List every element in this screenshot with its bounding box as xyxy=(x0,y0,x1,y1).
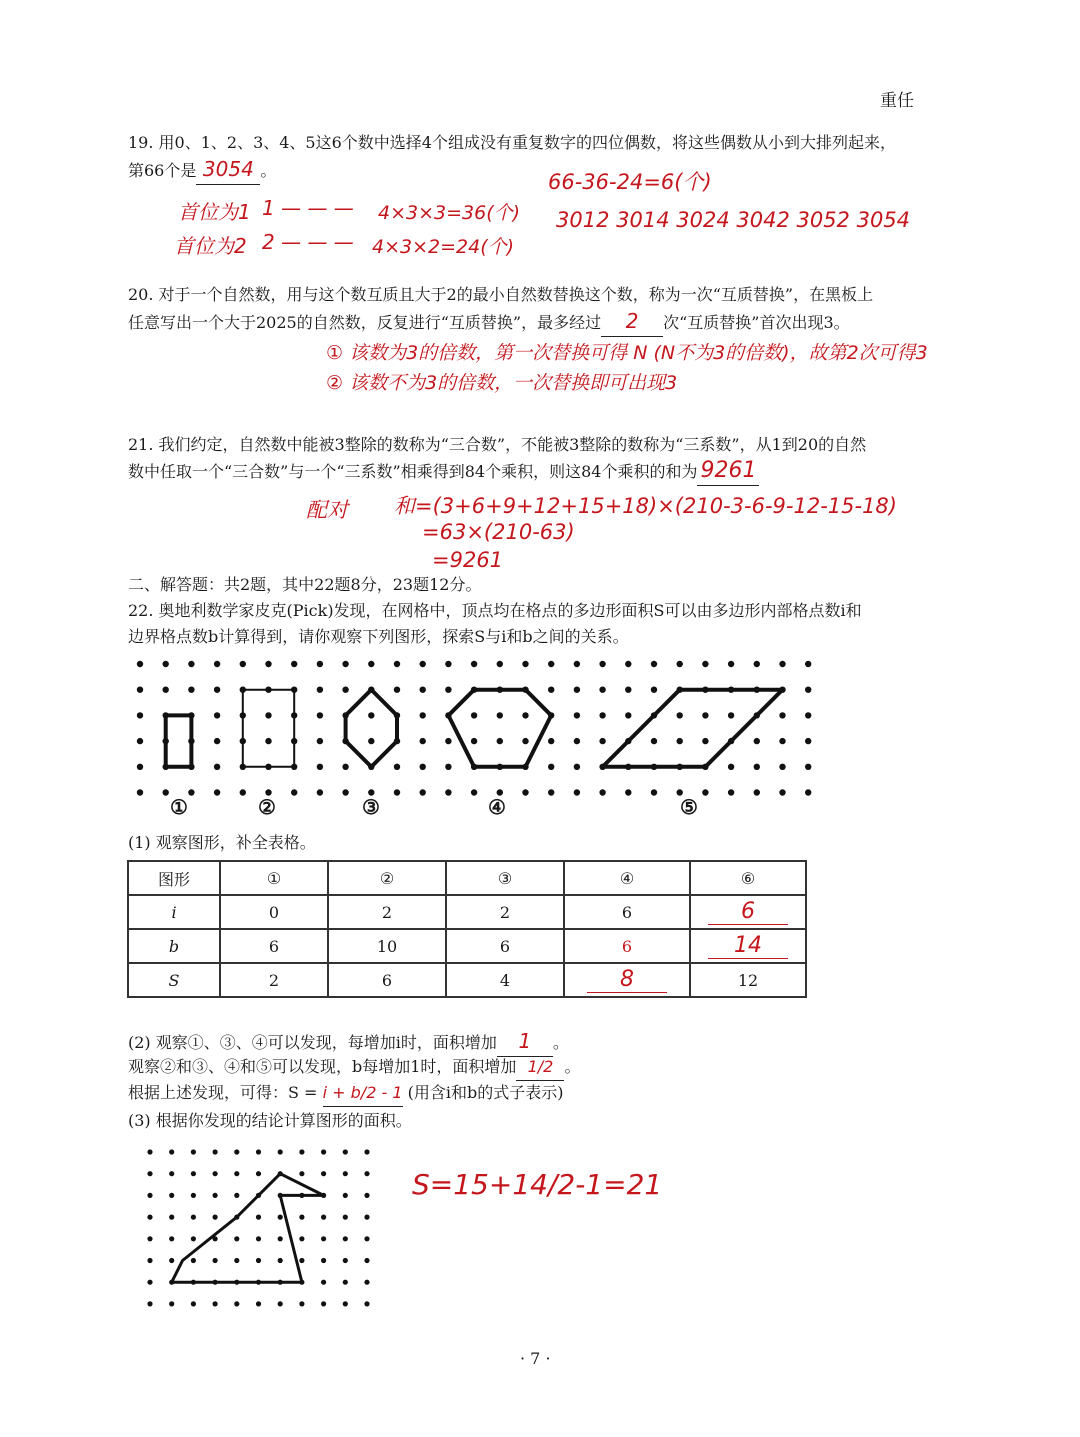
figure-2-rectangle xyxy=(243,690,294,767)
grid-dot xyxy=(291,789,297,795)
grid-dot xyxy=(213,1149,218,1154)
grid-dot xyxy=(343,1258,348,1263)
grid-dot xyxy=(368,661,374,667)
q19-work-row1-label: 首位为1 xyxy=(178,200,251,224)
part2-l2-pre: 观察②和③、④和⑤可以发现，b每增加1时，面积增加 xyxy=(128,1057,517,1076)
grid-dot xyxy=(364,1215,369,1220)
grid-dot xyxy=(191,1193,196,1198)
grid-dot xyxy=(214,789,220,795)
grid-dot xyxy=(214,661,220,667)
grid-dot xyxy=(522,789,528,795)
grid-dot xyxy=(702,738,708,744)
grid-dot xyxy=(364,1236,369,1241)
grid-dot xyxy=(574,764,580,770)
grid-dot xyxy=(364,1193,369,1198)
grid-dot xyxy=(214,738,220,744)
grid-dot xyxy=(317,661,323,667)
grid-dot xyxy=(651,687,657,693)
grid-dot xyxy=(265,738,271,744)
table-answer: 6 xyxy=(708,899,788,925)
table-answer-cell xyxy=(690,895,806,929)
q21-line1: 21. 我们约定，自然数中能被3整除的数称为“三合数”，不能被3整除的数称为“三系数”，从1到20的自然 xyxy=(128,435,867,454)
grid-dot xyxy=(364,1171,369,1176)
table-header-cell: ④ xyxy=(564,861,690,895)
grid-dot xyxy=(147,1280,152,1285)
figure-label-1: ① xyxy=(170,795,188,819)
grid-dot xyxy=(574,712,580,718)
grid-dot xyxy=(728,712,734,718)
grid-dot xyxy=(445,789,451,795)
grid-dot xyxy=(342,764,348,770)
grid-dot xyxy=(213,1258,218,1263)
grid-dot xyxy=(321,1149,326,1154)
grid-dot xyxy=(471,712,477,718)
q22-line2: 边界格点数b计算得到，请你观察下列图形，探索S与i和b之间的关系。 xyxy=(128,627,629,646)
grid-dot xyxy=(265,661,271,667)
table-cell: 2 xyxy=(220,963,328,997)
grid-dot xyxy=(548,687,554,693)
grid-dot xyxy=(213,1193,218,1198)
grid-dot xyxy=(278,1258,283,1263)
table-row xyxy=(128,929,806,963)
q22-part2-line3 xyxy=(128,1080,564,1107)
grid-dot xyxy=(651,789,657,795)
q19-work-calc: 66-36-24=6(个) xyxy=(548,170,712,194)
grid-dot xyxy=(420,661,426,667)
grid-dot xyxy=(256,1215,261,1220)
figure-shapes xyxy=(166,690,783,767)
grid-dot xyxy=(299,1149,304,1154)
part2-l3-answer: i + b/2 - 1 xyxy=(322,1083,403,1102)
grid-dot xyxy=(169,1258,174,1263)
grid-dot xyxy=(321,1171,326,1176)
grid-dot xyxy=(137,687,143,693)
grid-dot xyxy=(278,1149,283,1154)
q19-line2-post: 。 xyxy=(260,161,277,180)
table-cell: 2 xyxy=(446,895,564,929)
grid-dot xyxy=(137,738,143,744)
grid-dot xyxy=(574,687,580,693)
grid-dot xyxy=(169,1149,174,1154)
part3-answer: S=15+14/2-1=21 xyxy=(412,1168,663,1201)
grid-dot xyxy=(147,1171,152,1176)
figure-label-3: ③ xyxy=(362,795,380,819)
figure-3-hexagon xyxy=(346,690,397,767)
grid-dot xyxy=(805,764,811,770)
grid-dot xyxy=(364,1301,369,1306)
q19-work-row2-label: 首位为2 xyxy=(174,234,247,258)
table-row-label: b xyxy=(128,929,220,963)
grid-dot xyxy=(234,1193,239,1198)
table-row xyxy=(128,963,806,997)
grid-dot xyxy=(291,661,297,667)
grid-dot xyxy=(213,1215,218,1220)
table-cell: 2 xyxy=(328,895,446,929)
grid-dot xyxy=(394,661,400,667)
grid-dot xyxy=(256,1258,261,1263)
grid-dot xyxy=(191,1171,196,1176)
grid-dot xyxy=(163,687,169,693)
grid-dot xyxy=(754,738,760,744)
q20-line2-pre: 任意写出一个大于2025的自然数，反复进行“互质替换”，最多经过 xyxy=(128,313,602,332)
grid-dot xyxy=(445,661,451,667)
grid-dot xyxy=(651,661,657,667)
table-cell: 4 xyxy=(446,963,564,997)
grid-dot xyxy=(599,712,605,718)
grid-dot xyxy=(317,687,323,693)
grid-dot xyxy=(343,1171,348,1176)
grid-dot xyxy=(256,1301,261,1306)
figure-label-4: ④ xyxy=(488,795,506,819)
grid-dot xyxy=(420,789,426,795)
grid-dot xyxy=(445,738,451,744)
q19-work-row2-calc: 4×3×2=24(个) xyxy=(372,236,515,258)
figure-5-parallelogram xyxy=(603,690,783,767)
part2-l1-post: 。 xyxy=(552,1033,569,1052)
table-row xyxy=(128,895,806,929)
grid-dot xyxy=(188,789,194,795)
grid-dot xyxy=(702,789,708,795)
table-answer-cell xyxy=(564,963,690,997)
q20-work-line1: ① 该数为3的倍数，第一次替换可得 N (N不为3的倍数)，故第2次可得3 xyxy=(326,342,928,364)
grid-dot xyxy=(651,738,657,744)
grid-dot xyxy=(163,661,169,667)
grid-dot xyxy=(779,738,785,744)
grid-dot xyxy=(677,738,683,744)
grid-dot xyxy=(299,1171,304,1176)
part2-l2-blank xyxy=(516,1054,564,1081)
grid-dot xyxy=(169,1236,174,1241)
section2-title: 二、解答题：共2题，其中22题8分，23题12分。 xyxy=(128,575,482,594)
grid-dot xyxy=(188,661,194,667)
q20-line1: 20. 对于一个自然数，用与这个数互质且大于2的最小自然数替换这个数，称为一次“互质替换”，在黑板上 xyxy=(128,285,874,304)
grid-dot xyxy=(147,1193,152,1198)
grid-dot xyxy=(522,661,528,667)
grid-dot xyxy=(728,764,734,770)
q20-line2-post: 次“互质替换”首次出现3。 xyxy=(663,313,850,332)
grid-dot xyxy=(574,789,580,795)
table-header-cell: ③ xyxy=(446,861,564,895)
table-cell: 6 xyxy=(446,929,564,963)
grid-dot xyxy=(299,1301,304,1306)
grid-dot xyxy=(214,687,220,693)
part2-l1-pre: (2) 观察①、③、④可以发现，每增加i时，面积增加 xyxy=(128,1033,497,1052)
q22-part3: (3) 根据你发现的结论计算图形的面积。 xyxy=(128,1111,412,1130)
grid-dot xyxy=(343,1215,348,1220)
grid-dot xyxy=(299,1236,304,1241)
figure-label-2: ② xyxy=(258,795,276,819)
figure-4-hexagon xyxy=(448,690,551,767)
part2-l2-answer: 1/2 xyxy=(527,1057,554,1076)
grid-dot xyxy=(522,712,528,718)
grid-dot xyxy=(265,712,271,718)
table-cell: 10 xyxy=(328,929,446,963)
grid-dot xyxy=(522,738,528,744)
grid-dot xyxy=(147,1149,152,1154)
grid-dot xyxy=(779,764,785,770)
grid-dot xyxy=(191,1149,196,1154)
grid-dot xyxy=(343,1236,348,1241)
grid-dot xyxy=(278,1236,283,1241)
part2-l1-answer: 1 xyxy=(518,1029,532,1053)
grid-dot xyxy=(234,1149,239,1154)
grid-dot xyxy=(234,1258,239,1263)
grid-dot xyxy=(343,1301,348,1306)
grid-dot xyxy=(147,1236,152,1241)
grid-dot xyxy=(548,789,554,795)
grid-dot xyxy=(137,661,143,667)
grid-dot xyxy=(343,1149,348,1154)
grid-dot xyxy=(317,738,323,744)
grid-dot xyxy=(321,1280,326,1285)
grid-dot xyxy=(702,712,708,718)
grid-dot xyxy=(256,1171,261,1176)
grid-dot xyxy=(599,687,605,693)
table-header-cell: ① xyxy=(220,861,328,895)
part2-l3-blank xyxy=(323,1080,403,1107)
grid-dot xyxy=(420,764,426,770)
part3-polygon xyxy=(172,1174,324,1283)
grid-dot xyxy=(625,789,631,795)
table-cell: 6 xyxy=(564,929,690,963)
grid-dot xyxy=(240,661,246,667)
q19-work-row1-calc: 4×3×3=36(个) xyxy=(378,202,521,224)
grid-dot xyxy=(394,789,400,795)
grid-dot xyxy=(497,712,503,718)
q19-line1: 19. 用0、1、2、3、4、5这6个数中选择4个组成没有重复数字的四位偶数，将这些偶数从小到大排列起来， xyxy=(128,133,896,152)
grid-dot xyxy=(213,1171,218,1176)
grid-dot xyxy=(317,789,323,795)
table-cell: 0 xyxy=(220,895,328,929)
q20-work-line2: ② 该数不为3的倍数，一次替换即可出现3 xyxy=(326,372,678,394)
grid-dot xyxy=(779,661,785,667)
part2-l2-post: 。 xyxy=(564,1057,581,1076)
page-number: · 7 · xyxy=(520,1349,551,1368)
q21-work-line2: =63×(210-63) xyxy=(422,520,575,544)
grid-dot xyxy=(299,1258,304,1263)
grid-dot xyxy=(754,661,760,667)
grid-dot xyxy=(214,712,220,718)
grid-dot xyxy=(137,789,143,795)
q21-answer: 9261 xyxy=(700,458,757,483)
grid-dot xyxy=(574,661,580,667)
grid-dot xyxy=(625,687,631,693)
grid-dot xyxy=(599,789,605,795)
grid-dot xyxy=(278,1301,283,1306)
grid-dot xyxy=(548,764,554,770)
grid-dot xyxy=(625,661,631,667)
grid-dot xyxy=(234,1171,239,1176)
q22-part2-line1 xyxy=(128,1028,569,1057)
table-header-row xyxy=(128,861,806,895)
grid-dot xyxy=(420,738,426,744)
grid-dot xyxy=(728,789,734,795)
grid-dot xyxy=(599,738,605,744)
grid-dot xyxy=(805,712,811,718)
grid-dot xyxy=(169,1301,174,1306)
grid-dot xyxy=(317,764,323,770)
table-cell: 6 xyxy=(564,895,690,929)
q21-work-label: 配对 xyxy=(306,498,348,522)
grid-dot xyxy=(548,661,554,667)
grid-dot xyxy=(278,1215,283,1220)
grid-dot xyxy=(445,764,451,770)
grid-dot xyxy=(213,1301,218,1306)
grid-dot xyxy=(420,687,426,693)
q21-work-line3: =9261 xyxy=(432,548,504,572)
grid-dot xyxy=(317,712,323,718)
grid-dot xyxy=(169,1215,174,1220)
grid-dot xyxy=(234,1301,239,1306)
grid-dot xyxy=(321,1258,326,1263)
grid-dot xyxy=(342,661,348,667)
grid-dot xyxy=(548,738,554,744)
grid-dot xyxy=(234,1236,239,1241)
grid-dot xyxy=(599,661,605,667)
table-row-label: S xyxy=(128,963,220,997)
grid-dot xyxy=(471,661,477,667)
grid-dot xyxy=(147,1301,152,1306)
grid-dot xyxy=(728,661,734,667)
table-cell: 6 xyxy=(328,963,446,997)
table-header-cell: ② xyxy=(328,861,446,895)
grid-dot xyxy=(702,661,708,667)
grid-dot xyxy=(191,1215,196,1220)
grid-dot xyxy=(497,738,503,744)
grid-dot xyxy=(343,1193,348,1198)
grid-dot xyxy=(342,687,348,693)
grid-dot xyxy=(188,687,194,693)
pick-table xyxy=(127,860,807,998)
grid-dot xyxy=(169,1193,174,1198)
grid-dot xyxy=(364,1149,369,1154)
grid-dot xyxy=(677,712,683,718)
grid-dot xyxy=(169,1171,174,1176)
table-header-cell: 图形 xyxy=(128,861,220,895)
grid-dot xyxy=(754,789,760,795)
grid-dot xyxy=(321,1236,326,1241)
grid-dot xyxy=(343,1280,348,1285)
grid-dot xyxy=(240,789,246,795)
table-cell: 12 xyxy=(690,963,806,997)
grid-dot xyxy=(321,1215,326,1220)
grid-dot xyxy=(394,764,400,770)
grid-dot xyxy=(214,764,220,770)
q22-part2-line2 xyxy=(128,1054,580,1081)
q19-work-row1-digits: 1 — — — xyxy=(262,196,354,220)
header-name: 重任 xyxy=(880,91,914,111)
q21-work-line1: 和=(3+6+9+12+15+18)×(210-3-6-9-12-15-18) xyxy=(394,494,897,518)
figure-1-rectangle xyxy=(166,715,192,766)
grid-dot xyxy=(420,712,426,718)
part2-l3-pre: 根据上述发现，可得：S = xyxy=(128,1083,318,1102)
grid-dot xyxy=(754,764,760,770)
grid-dot xyxy=(321,1301,326,1306)
grid-dot xyxy=(574,738,580,744)
grid-dot xyxy=(147,1215,152,1220)
table-answer: 8 xyxy=(587,967,667,993)
q19-answer: 3054 xyxy=(202,157,254,181)
grid-dot xyxy=(471,738,477,744)
grid-dot xyxy=(191,1258,196,1263)
grid-dot xyxy=(163,789,169,795)
grid-dot xyxy=(394,687,400,693)
q21-line2-pre: 数中任取一个“三合数”与一个“三系数”相乘得到84个乘积，则这84个乘积的和为 xyxy=(128,462,698,481)
grid-dot xyxy=(779,789,785,795)
grid-dot xyxy=(364,1258,369,1263)
table-header-cell: ⑥ xyxy=(690,861,806,895)
q22-line1: 22. 奥地利数学家皮克(Pick)发现，在网格中，顶点均在格点的多边形面积S可以由多边形内部格点数i和 xyxy=(128,601,862,620)
part3-shape xyxy=(172,1174,324,1283)
grid-dot xyxy=(137,764,143,770)
figure-dot-grid xyxy=(137,661,812,796)
q20-answer: 2 xyxy=(625,309,639,333)
grid-dot xyxy=(805,738,811,744)
grid-dot xyxy=(805,687,811,693)
grid-dot xyxy=(137,712,143,718)
grid-dot xyxy=(368,738,374,744)
grid-dot xyxy=(256,1149,261,1154)
grid-dot xyxy=(497,661,503,667)
part2-l3-post: (用含i和b的式子表示) xyxy=(407,1083,564,1102)
grid-dot xyxy=(191,1301,196,1306)
grid-dot xyxy=(445,687,451,693)
grid-dot xyxy=(471,789,477,795)
q19-work-row2-digits: 2 — — — xyxy=(262,230,354,254)
grid-dot xyxy=(364,1280,369,1285)
grid-dot xyxy=(368,712,374,718)
q22-part1: (1) 观察图形，补全表格。 xyxy=(128,833,316,852)
grid-dot xyxy=(256,1236,261,1241)
table-cell: 6 xyxy=(220,929,328,963)
table-answer-cell xyxy=(690,929,806,963)
part2-l1-blank xyxy=(497,1028,553,1057)
table-answer: 14 xyxy=(708,933,788,959)
grid-dot xyxy=(805,789,811,795)
q19-line2-pre: 第66个是 xyxy=(128,161,197,180)
q19-work-list: 3012 3014 3024 3042 3052 3054 xyxy=(556,208,911,232)
grid-dot xyxy=(625,712,631,718)
grid-dot xyxy=(299,1215,304,1220)
grid-dot xyxy=(342,789,348,795)
grid-dot xyxy=(677,661,683,667)
grid-dot xyxy=(805,661,811,667)
grid-dot xyxy=(779,712,785,718)
grid-dot xyxy=(191,1236,196,1241)
table-row-label: i xyxy=(128,895,220,929)
figure-label-5: ⑤ xyxy=(680,795,698,819)
grid-dot xyxy=(147,1258,152,1263)
